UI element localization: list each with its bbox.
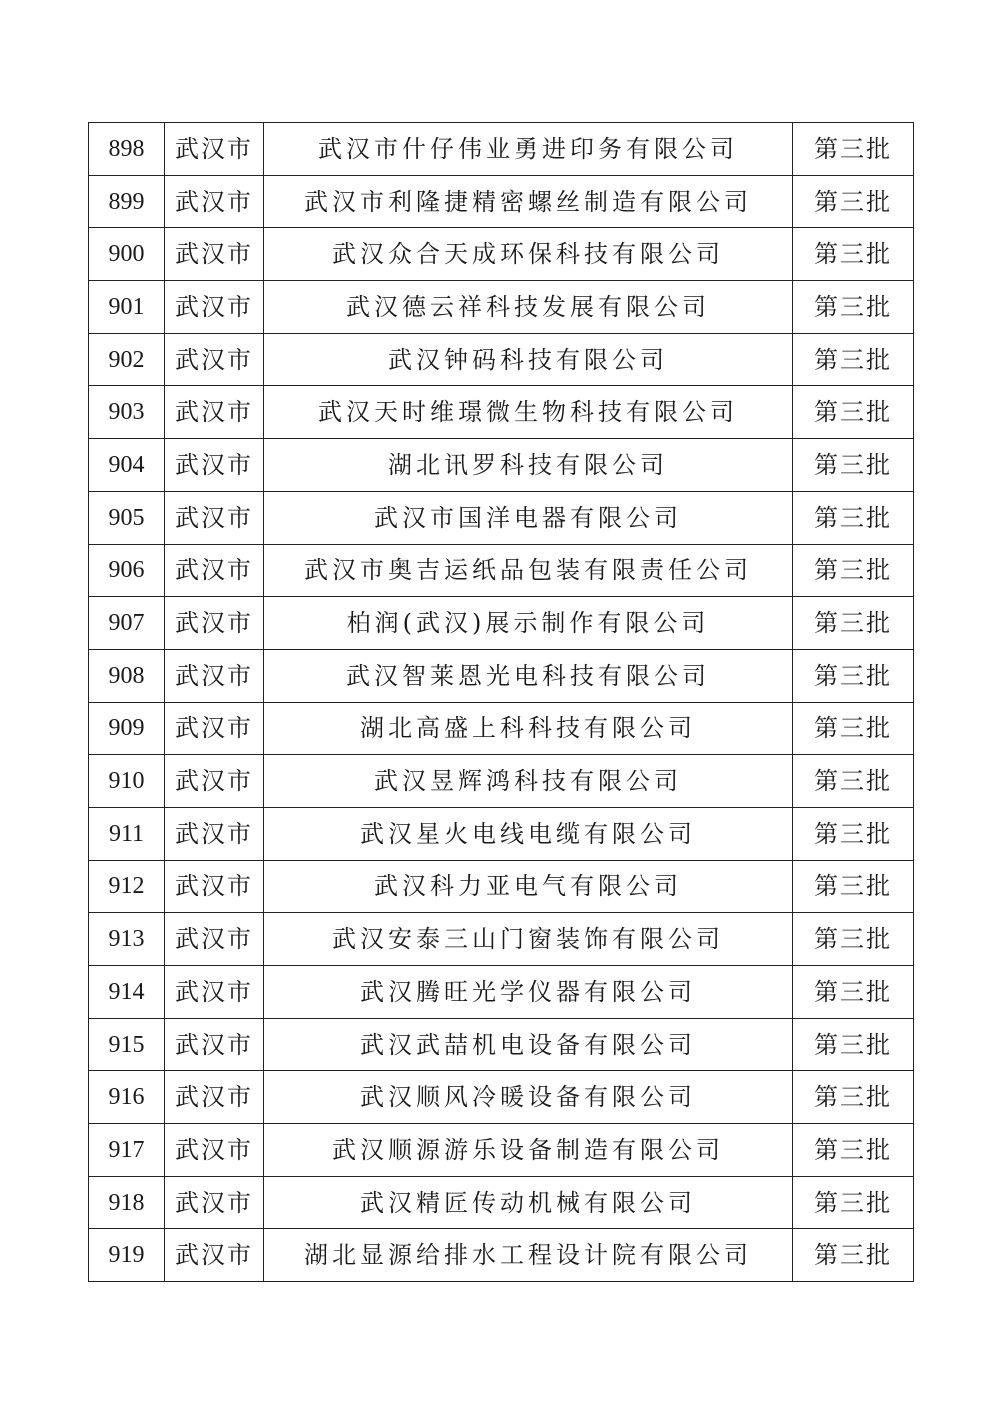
row-batch: 第三批 — [793, 228, 914, 281]
table-row — [89, 1018, 914, 1071]
table-row — [89, 597, 914, 650]
table-row — [89, 702, 914, 755]
table-row — [89, 228, 914, 281]
row-city: 武汉市 — [165, 702, 264, 755]
row-number: 900 — [89, 228, 165, 281]
row-number: 901 — [89, 281, 165, 334]
row-company-name: 湖北显源给排水工程设计院有限公司 — [264, 1229, 793, 1282]
table-row — [89, 544, 914, 597]
table-row — [89, 913, 914, 966]
row-city: 武汉市 — [165, 175, 264, 228]
row-company-name: 武汉钟码科技有限公司 — [264, 333, 793, 386]
row-city: 武汉市 — [165, 123, 264, 176]
row-batch: 第三批 — [793, 860, 914, 913]
row-company-name: 武汉星火电线电缆有限公司 — [264, 807, 793, 860]
row-company-name: 武汉市国洋电器有限公司 — [264, 491, 793, 544]
row-city: 武汉市 — [165, 807, 264, 860]
row-city: 武汉市 — [165, 228, 264, 281]
row-city: 武汉市 — [165, 491, 264, 544]
row-number: 904 — [89, 439, 165, 492]
row-number: 909 — [89, 702, 165, 755]
table-row — [89, 1176, 914, 1229]
table-row — [89, 807, 914, 860]
row-batch: 第三批 — [793, 966, 914, 1019]
table-row — [89, 386, 914, 439]
row-company-name: 武汉市奥吉运纸品包装有限责任公司 — [264, 544, 793, 597]
row-batch: 第三批 — [793, 597, 914, 650]
table-row — [89, 966, 914, 1019]
row-city: 武汉市 — [165, 966, 264, 1019]
row-batch: 第三批 — [793, 702, 914, 755]
row-city: 武汉市 — [165, 1176, 264, 1229]
row-company-name: 武汉市利隆捷精密螺丝制造有限公司 — [264, 175, 793, 228]
row-city: 武汉市 — [165, 1018, 264, 1071]
row-batch: 第三批 — [793, 1229, 914, 1282]
row-batch: 第三批 — [793, 491, 914, 544]
row-number: 914 — [89, 966, 165, 1019]
table-row — [89, 491, 914, 544]
row-number: 903 — [89, 386, 165, 439]
table-row — [89, 649, 914, 702]
row-number: 902 — [89, 333, 165, 386]
row-number: 905 — [89, 491, 165, 544]
table-row — [89, 175, 914, 228]
row-city: 武汉市 — [165, 333, 264, 386]
row-number: 907 — [89, 597, 165, 650]
table-row — [89, 281, 914, 334]
row-number: 910 — [89, 755, 165, 808]
row-number: 899 — [89, 175, 165, 228]
company-list-body — [89, 123, 914, 1282]
table-row — [89, 755, 914, 808]
row-batch: 第三批 — [793, 1071, 914, 1124]
table-row — [89, 860, 914, 913]
row-number: 913 — [89, 913, 165, 966]
row-company-name: 武汉武喆机电设备有限公司 — [264, 1018, 793, 1071]
row-city: 武汉市 — [165, 1071, 264, 1124]
row-company-name: 武汉众合天成环保科技有限公司 — [264, 228, 793, 281]
row-batch: 第三批 — [793, 755, 914, 808]
row-number: 916 — [89, 1071, 165, 1124]
row-company-name: 湖北讯罗科技有限公司 — [264, 439, 793, 492]
row-batch: 第三批 — [793, 175, 914, 228]
row-batch: 第三批 — [793, 386, 914, 439]
row-number: 917 — [89, 1124, 165, 1177]
row-batch: 第三批 — [793, 1124, 914, 1177]
row-batch: 第三批 — [793, 807, 914, 860]
row-city: 武汉市 — [165, 439, 264, 492]
table-row — [89, 1124, 914, 1177]
row-number: 908 — [89, 649, 165, 702]
row-city: 武汉市 — [165, 597, 264, 650]
row-number: 918 — [89, 1176, 165, 1229]
row-city: 武汉市 — [165, 1229, 264, 1282]
row-company-name: 湖北高盛上科科技有限公司 — [264, 702, 793, 755]
row-batch: 第三批 — [793, 123, 914, 176]
row-company-name: 武汉昱辉鸿科技有限公司 — [264, 755, 793, 808]
row-number: 912 — [89, 860, 165, 913]
row-company-name: 武汉天时维璟微生物科技有限公司 — [264, 386, 793, 439]
row-company-name: 武汉德云祥科技发展有限公司 — [264, 281, 793, 334]
table-row — [89, 1229, 914, 1282]
row-batch: 第三批 — [793, 333, 914, 386]
table-row — [89, 439, 914, 492]
row-company-name: 武汉科力亚电气有限公司 — [264, 860, 793, 913]
company-list-table — [88, 122, 914, 1282]
row-batch: 第三批 — [793, 544, 914, 597]
row-number: 919 — [89, 1229, 165, 1282]
row-company-name: 武汉智莱恩光电科技有限公司 — [264, 649, 793, 702]
row-number: 898 — [89, 123, 165, 176]
row-company-name: 武汉市什仔伟业勇进印务有限公司 — [264, 123, 793, 176]
row-city: 武汉市 — [165, 913, 264, 966]
row-batch: 第三批 — [793, 913, 914, 966]
table-row — [89, 333, 914, 386]
row-company-name: 武汉腾旺光学仪器有限公司 — [264, 966, 793, 1019]
row-company-name: 武汉顺源游乐设备制造有限公司 — [264, 1124, 793, 1177]
row-company-name: 武汉顺风冷暖设备有限公司 — [264, 1071, 793, 1124]
row-number: 906 — [89, 544, 165, 597]
row-company-name: 武汉精匠传动机械有限公司 — [264, 1176, 793, 1229]
table-row — [89, 123, 914, 176]
row-batch: 第三批 — [793, 649, 914, 702]
row-company-name: 柏润(武汉)展示制作有限公司 — [264, 597, 793, 650]
row-city: 武汉市 — [165, 1124, 264, 1177]
row-batch: 第三批 — [793, 1176, 914, 1229]
row-number: 915 — [89, 1018, 165, 1071]
row-city: 武汉市 — [165, 386, 264, 439]
table-row — [89, 1071, 914, 1124]
row-batch: 第三批 — [793, 281, 914, 334]
row-city: 武汉市 — [165, 281, 264, 334]
row-batch: 第三批 — [793, 1018, 914, 1071]
row-city: 武汉市 — [165, 755, 264, 808]
row-number: 911 — [89, 807, 165, 860]
row-company-name: 武汉安泰三山门窗装饰有限公司 — [264, 913, 793, 966]
row-batch: 第三批 — [793, 439, 914, 492]
row-city: 武汉市 — [165, 544, 264, 597]
row-city: 武汉市 — [165, 860, 264, 913]
row-city: 武汉市 — [165, 649, 264, 702]
